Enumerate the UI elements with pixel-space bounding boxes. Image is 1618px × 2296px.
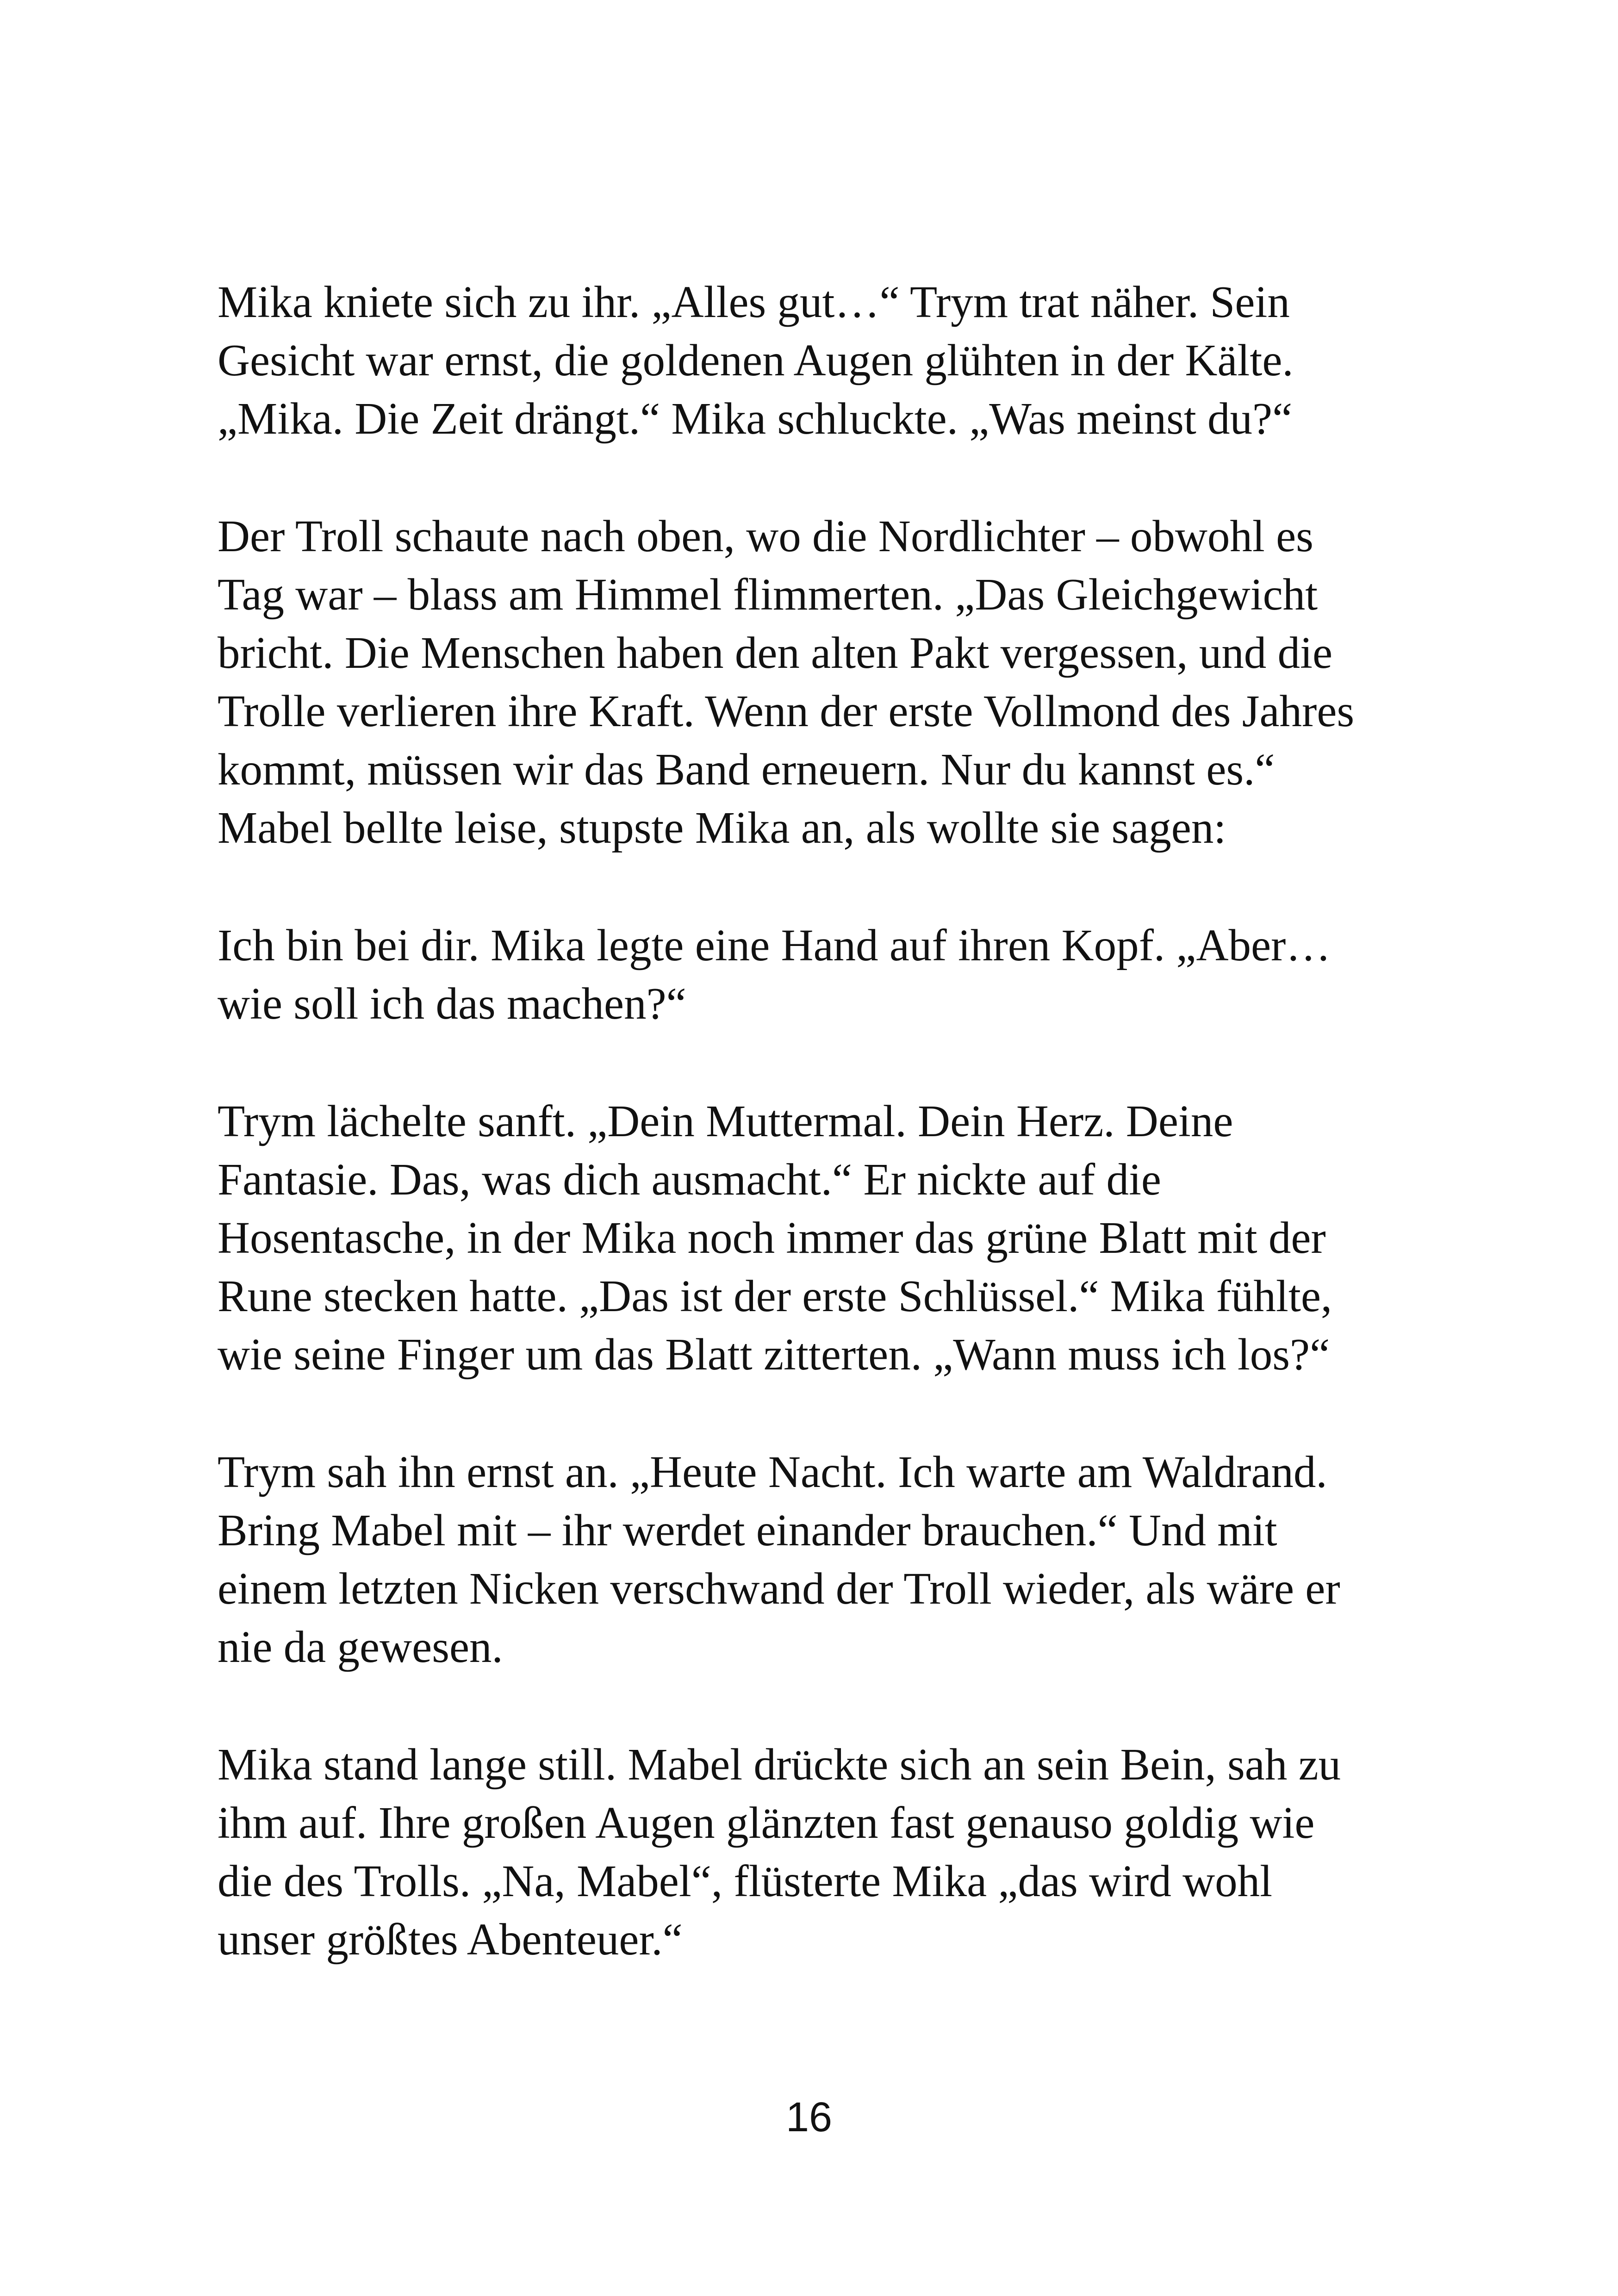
text-line: Trolle verlieren ihre Kraft. Wenn der erste Vollmond des Jahres — [218, 686, 1355, 736]
text-line: Mabel bellte leise, stupste Mika an, als wollte sie sagen: — [218, 803, 1226, 852]
text-line: „Mika. Die Zeit drängt.“ Mika schluckte. „Was meinst du?“ — [218, 394, 1293, 443]
text-line: bricht. Die Menschen haben den alten Pakt vergessen, und die — [218, 628, 1333, 678]
text-line: wie seine Finger um das Blatt zitterten. „Wann muss ich los?“ — [218, 1330, 1330, 1379]
text-line: einem letzten Nicken verschwand der Troll wieder, als wäre er — [218, 1564, 1340, 1613]
text-line: ihm auf. Ihre großen Augen glänzten fast genauso goldig wie — [218, 1798, 1315, 1848]
story-text — [218, 273, 1430, 2028]
text-line: die des Trolls. „Na, Mabel“, flüsterte Mika „das wird wohl — [218, 1856, 1273, 1906]
paragraph-5 — [218, 1443, 1430, 1676]
text-line: Gesicht war ernst, die goldenen Augen glühten in der Kälte. — [218, 336, 1294, 385]
text-line: Der Troll schaute nach oben, wo die Nordlichter – obwohl es — [218, 511, 1313, 561]
text-line: Trym lächelte sanft. „Dein Muttermal. Dein Herz. Deine — [218, 1096, 1233, 1146]
text-line: Hosentasche, in der Mika noch immer das grüne Blatt mit der — [218, 1213, 1326, 1263]
text-line: nie da gewesen. — [218, 1622, 503, 1672]
text-line: kommt, müssen wir das Band erneuern. Nur du kannst es.“ — [218, 745, 1275, 794]
text-line: Bring Mabel mit – ihr werdet einander brauchen.“ Und mit — [218, 1506, 1277, 1555]
text-line: Fantasie. Das, was dich ausmacht.“ Er nickte auf die — [218, 1155, 1161, 1204]
paragraph-3 — [218, 916, 1430, 1033]
text-line: Trym sah ihn ernst an. „Heute Nacht. Ich warte am Waldrand. — [218, 1447, 1327, 1497]
text-line: unser größtes Abenteuer.“ — [218, 1915, 683, 1964]
paragraph-2 — [218, 507, 1430, 857]
paragraph-4 — [218, 1092, 1430, 1384]
paragraph-6 — [218, 1736, 1430, 1969]
text-line: Ich bin bei dir. Mika legte eine Hand auf ihren Kopf. „Aber… — [218, 921, 1331, 970]
text-line: Tag war – blass am Himmel flimmerten. „Das Gleichgewicht — [218, 570, 1318, 619]
text-line: Mika kniete sich zu ihr. „Alles gut…“ Trym trat näher. Sein — [218, 277, 1290, 327]
page-number: 16 — [785, 2094, 833, 2140]
text-line: Rune stecken hatte. „Das ist der erste Schlüssel.“ Mika fühlte, — [218, 1271, 1332, 1321]
paragraph-1 — [218, 273, 1430, 448]
text-line: wie soll ich das machen?“ — [218, 979, 686, 1028]
text-line: Mika stand lange still. Mabel drückte sich an sein Bein, sah zu — [218, 1740, 1341, 1789]
